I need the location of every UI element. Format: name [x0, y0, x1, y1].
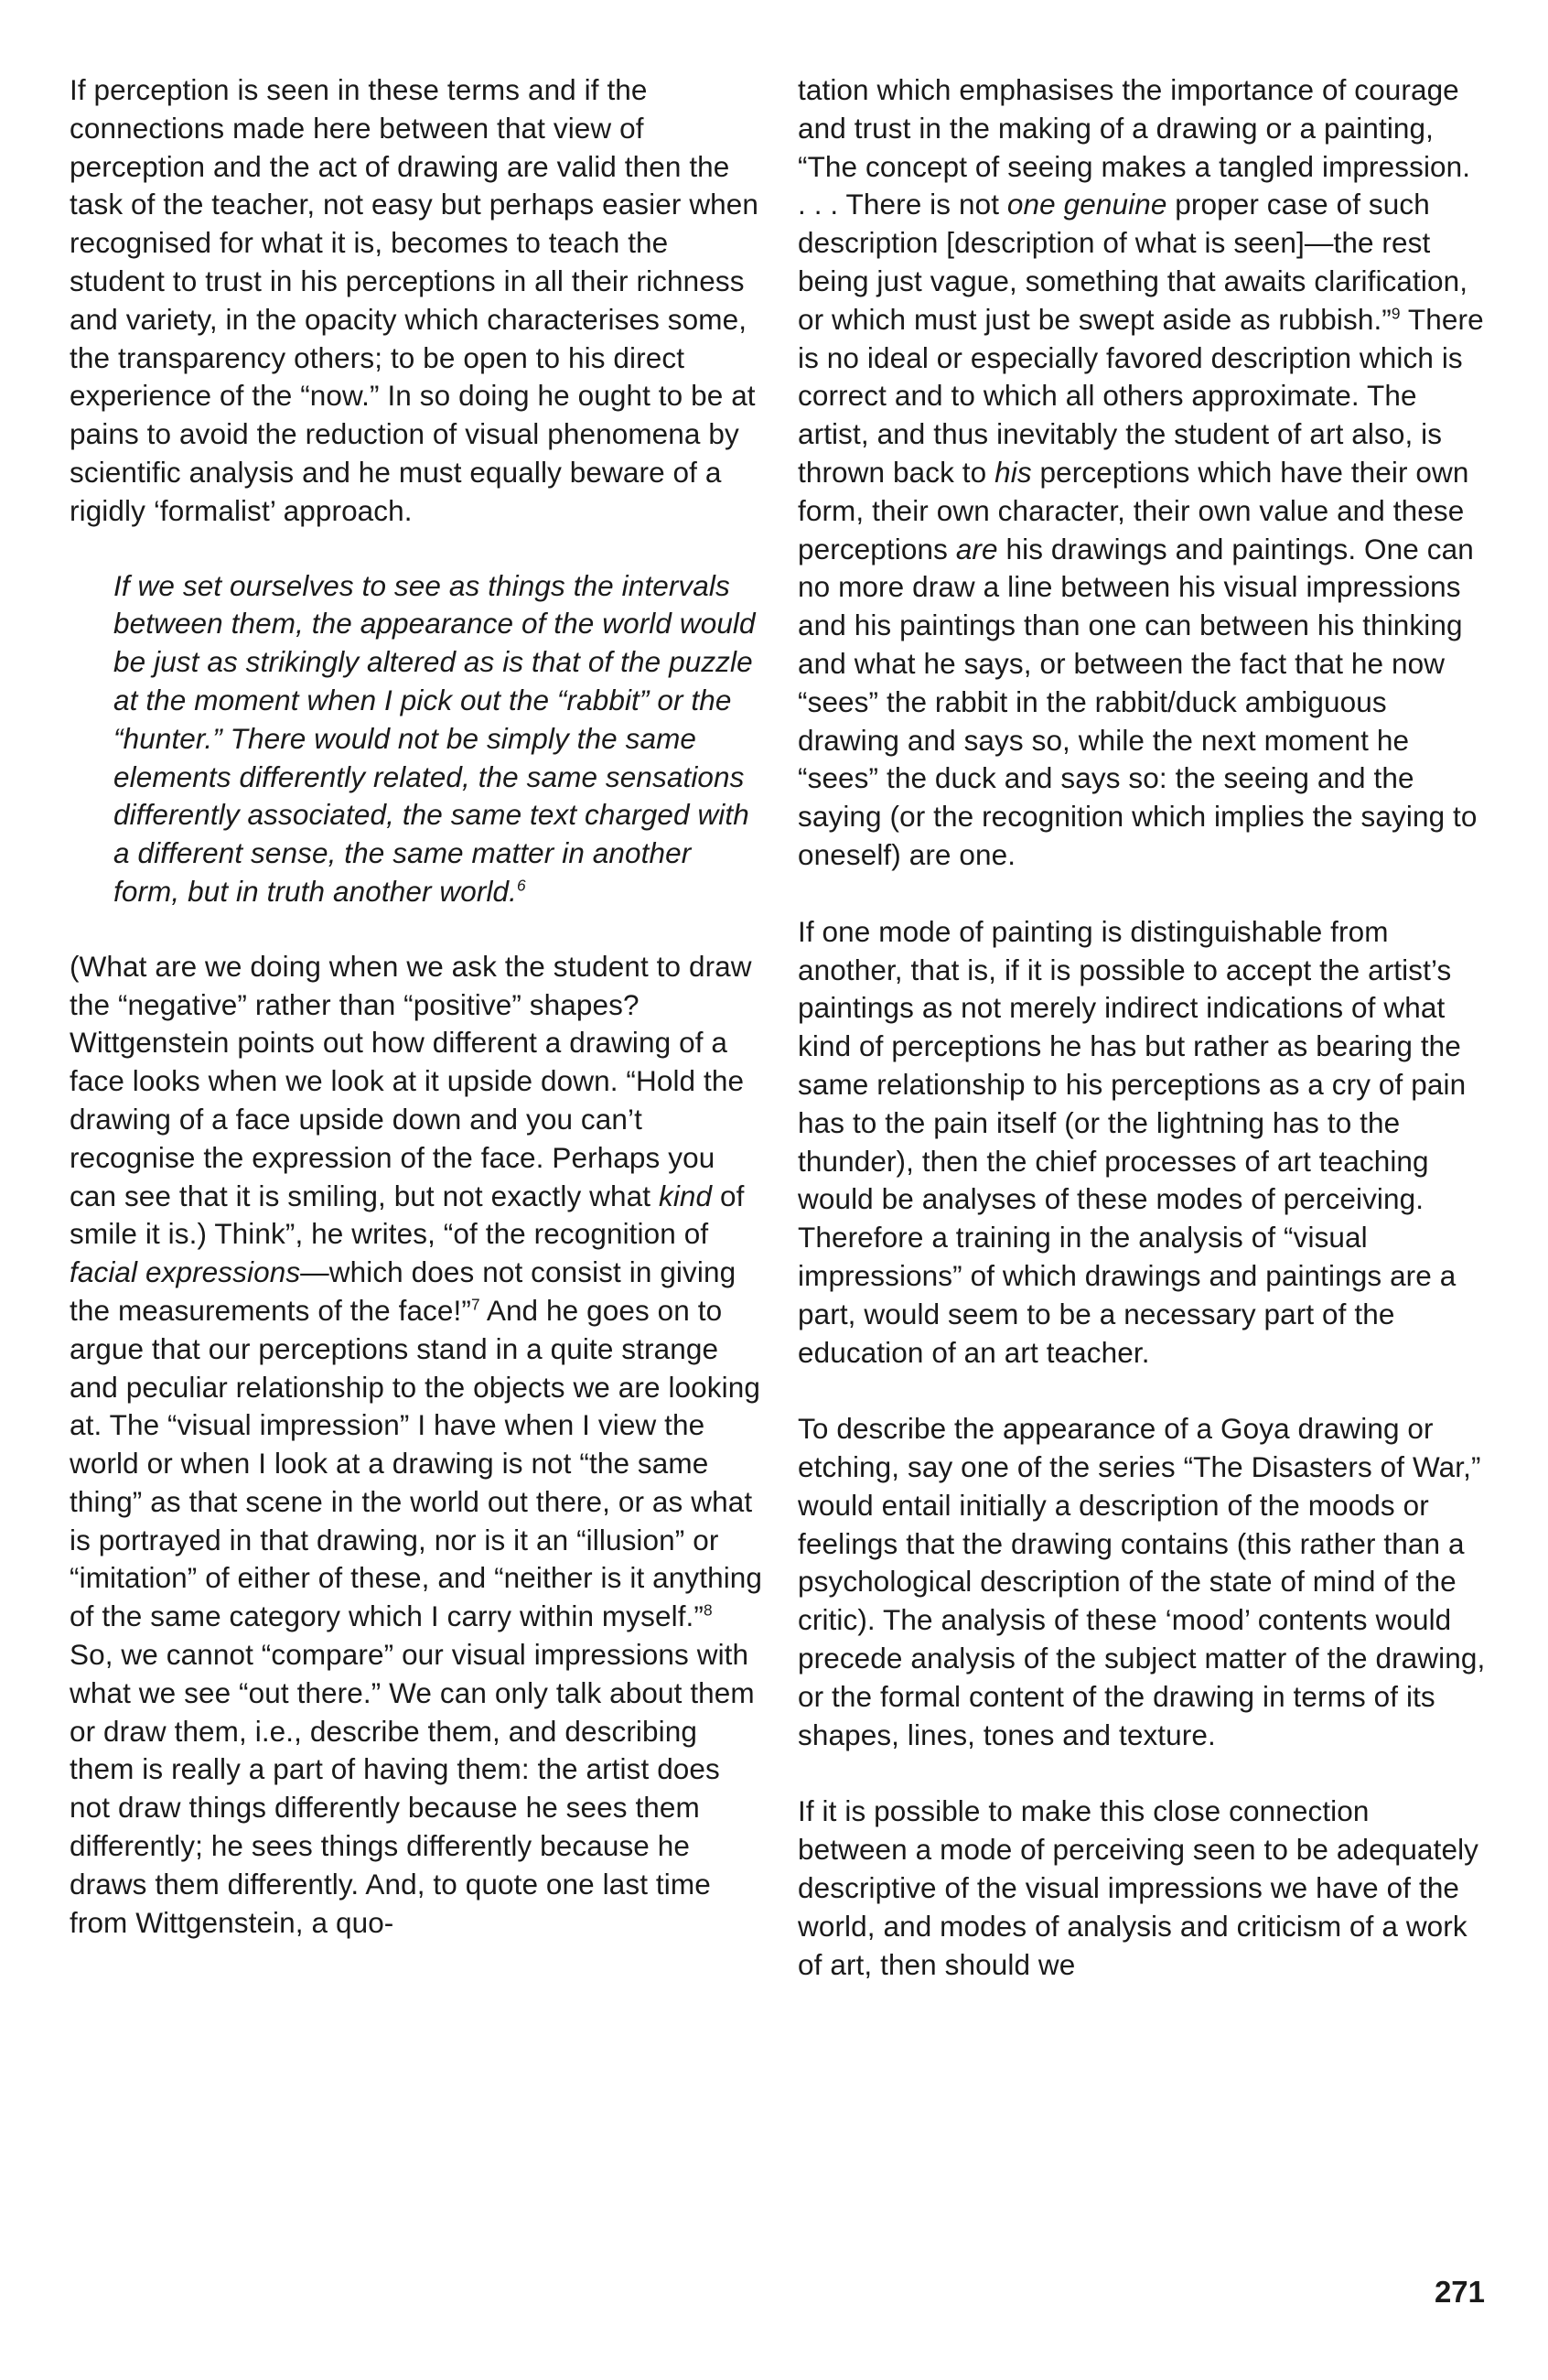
footnote-ref: 6 [517, 876, 526, 895]
text-run: proper case of such description [description of what is seen]—the rest being just vague, something that awaits clarification, or which must just be swept aside as rubbish.” [798, 188, 1468, 336]
footnote-ref: 8 [704, 1600, 713, 1620]
block-quote [113, 567, 763, 911]
emphasis: genuine [1063, 188, 1167, 221]
footnote-ref: 9 [1391, 304, 1401, 323]
emphasis: are [955, 532, 998, 565]
text-run: tation which emphasises the importance of courage and trust in the making of a drawing or a painting, “The concept of seeing makes a tangled impression. . . . There is not [798, 73, 1471, 221]
paragraph: If perception is seen in these terms and if the connections made here between that view of perception and the act of drawing are valid then the task of the teacher, not easy but perhaps easier when recognised for what it is, becomes to teach the student to trust in his perceptions in all their richness and variety, in the opacity which characterises some, the transparency others; to be open to his direct experience of the “now.” In so doing he ought to be at pains to avoid the reduction of visual phenomena by scientific analysis and he must equally beware of a rigidly ‘formalist’ approach. [70, 73, 759, 527]
footnote-ref: 7 [470, 1295, 480, 1314]
text-run: his drawings and paintings. One can no more draw a line between his visual impressions and his paintings than one can between his thinking and what he says, or between the fact that he now “sees” the rabbit in the rabbit/duck ambiguous drawing and says so, while the next moment he “sees” the duck and says so: the seeing and the saying (or the recognition which implies the saying to oneself) are one. [798, 532, 1478, 871]
paragraph: If it is possible to make this close connection between a mode of perceiving seen to be adequately descriptive of the visual impressions we have of the world, and modes of analysis and criticism of a work of art, then should we [798, 1794, 1479, 1981]
paragraph [798, 71, 1486, 875]
text-run [1056, 188, 1064, 221]
paragraph: If one mode of painting is distinguishable from another, that is, if it is possible to accept the artist’s paintings as not merely indirect indications of what kind of perceptions he has but rather as bearing the same relationship to his perceptions as a cry of pain has to the pain itself (or the lightning has to the thunder), then the chief processes of art teaching would be analyses of these modes of perceiving. Therefore a training in the analysis of “visual impressions” of which drawings and paintings are a part, would seem to be a necessary part of the education of an art teacher. [798, 914, 1467, 1369]
text-run: So, we cannot “compare” our visual impressions with what we see “out there.” We can only talk about them or draw them, i.e., describe them, and describing them is really a part of having them: the artist does not draw things differently because he sees them differently; he sees things differently because he draws them differently. And, to quote one last time from Wittgenstein, a quo- [70, 1638, 755, 1939]
right-column [798, 71, 1486, 1984]
text-run: There is no ideal or especially favored description which is correct and to which all others approximate. The artist, and thus inevitably the student of art also, is thrown back to [798, 302, 1484, 489]
paragraph: To describe the appearance of a Goya drawing or etching, say one of the series “The Disasters of War,” would entail initially a description of the moods or feelings that the drawing contains (this rather than a psychological description of the state of mind of the critic). The analysis of these ‘mood’ contents would precede analysis of the subject matter of the drawing, or the formal content of the drawing in terms of its shapes, lines, tones and texture. [798, 1412, 1486, 1751]
text-run: —which does not consist in giving the measurements of the face!” [70, 1255, 736, 1327]
text-run: (What are we doing when we ask the student to draw the “negative” rather than “positive” shapes? Wittgenstein points out how different a drawing of a face looks when we look at it upside down. “Hold the drawing of a face upside down and you can’t recognise the expression of the face. Perhaps you can see that it is smiling, but not exactly what [70, 949, 752, 1212]
quote-text: If we set ourselves to see as things the intervals between them, the appearance of the world would be just as strikingly altered as is that of the puzzle at the moment when I pick out the “rabbit” or the “hunter.” There would not be simply the same elements differently related, the same sensations differently associated, the same text charged with a different sense, the same matter in another form, but in truth another world. [113, 568, 756, 908]
page-number: 271 [1434, 2275, 1485, 2309]
emphasis: kind [658, 1179, 713, 1212]
emphasis: one [1006, 188, 1056, 221]
paragraph [70, 948, 763, 1943]
left-column [70, 71, 763, 1942]
text-run: And he goes on to argue that our perceptions stand in a quite strange and peculiar relationship to the objects we are looking at. The “visual impression” I have when I view the world or when I look at a drawing is not “the same thing” as that scene in the world out there, or as what is portrayed in that drawing, nor is it an “illusion” or “imitation” of either of these, and “neither is it anything of the same category which I carry within myself.” [70, 1293, 763, 1633]
emphasis: facial expressions [70, 1255, 301, 1289]
emphasis: his [994, 455, 1032, 489]
text-run: of smile it is.) Think”, he writes, “of the recognition of [70, 1179, 745, 1251]
text-run: perceptions which have their own form, their own character, their own value and these perceptions [798, 455, 1469, 565]
